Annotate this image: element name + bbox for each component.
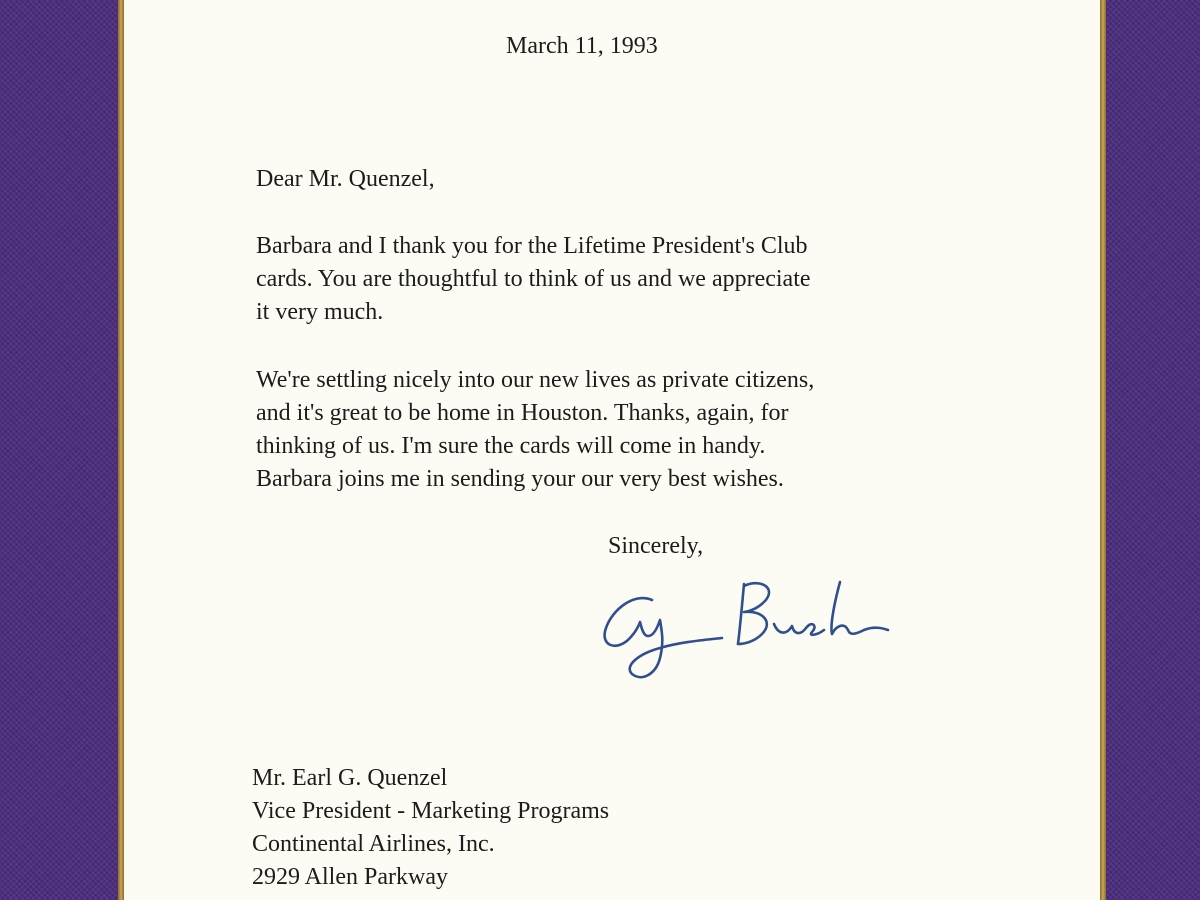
purple-mat-left: [0, 0, 118, 900]
paragraph-1-line: Barbara and I thank you for the Lifetime President's Club: [256, 233, 808, 259]
recipient-line: Vice President - Marketing Programs: [252, 798, 610, 824]
letter-closing: Sincerely,: [608, 533, 704, 559]
recipient-line: Mr. Earl G. Quenzel: [252, 765, 448, 791]
recipient-address: [252, 762, 609, 894]
letter-salutation: Dear Mr. Quenzel,: [256, 166, 435, 192]
recipient-line: Continental Airlines, Inc.: [252, 831, 495, 857]
paragraph-2-line: and it's great to be home in Houston. Thanks, again, for: [256, 400, 789, 426]
letter-paper: [124, 0, 1100, 900]
handwritten-signature: [594, 570, 894, 690]
paragraph-1-line: it very much.: [256, 299, 384, 325]
recipient-line: 2929 Allen Parkway: [252, 864, 448, 890]
paragraph-2-line: thinking of us. I'm sure the cards will come in handy.: [256, 433, 766, 459]
letter-date: March 11, 1993: [506, 33, 658, 59]
purple-mat-right: [1106, 0, 1200, 900]
paragraph-2-line: We're settling nicely into our new lives as private citizens,: [256, 367, 815, 393]
paragraph-1-line: cards. You are thoughtful to think of us and we appreciate: [256, 266, 811, 292]
paragraph-2-line: Barbara joins me in sending your our very best wishes.: [256, 466, 784, 492]
gold-frame-border-right: [1100, 0, 1106, 900]
letter-paragraph-1: [256, 230, 811, 329]
letter-paragraph-2: [256, 364, 814, 496]
